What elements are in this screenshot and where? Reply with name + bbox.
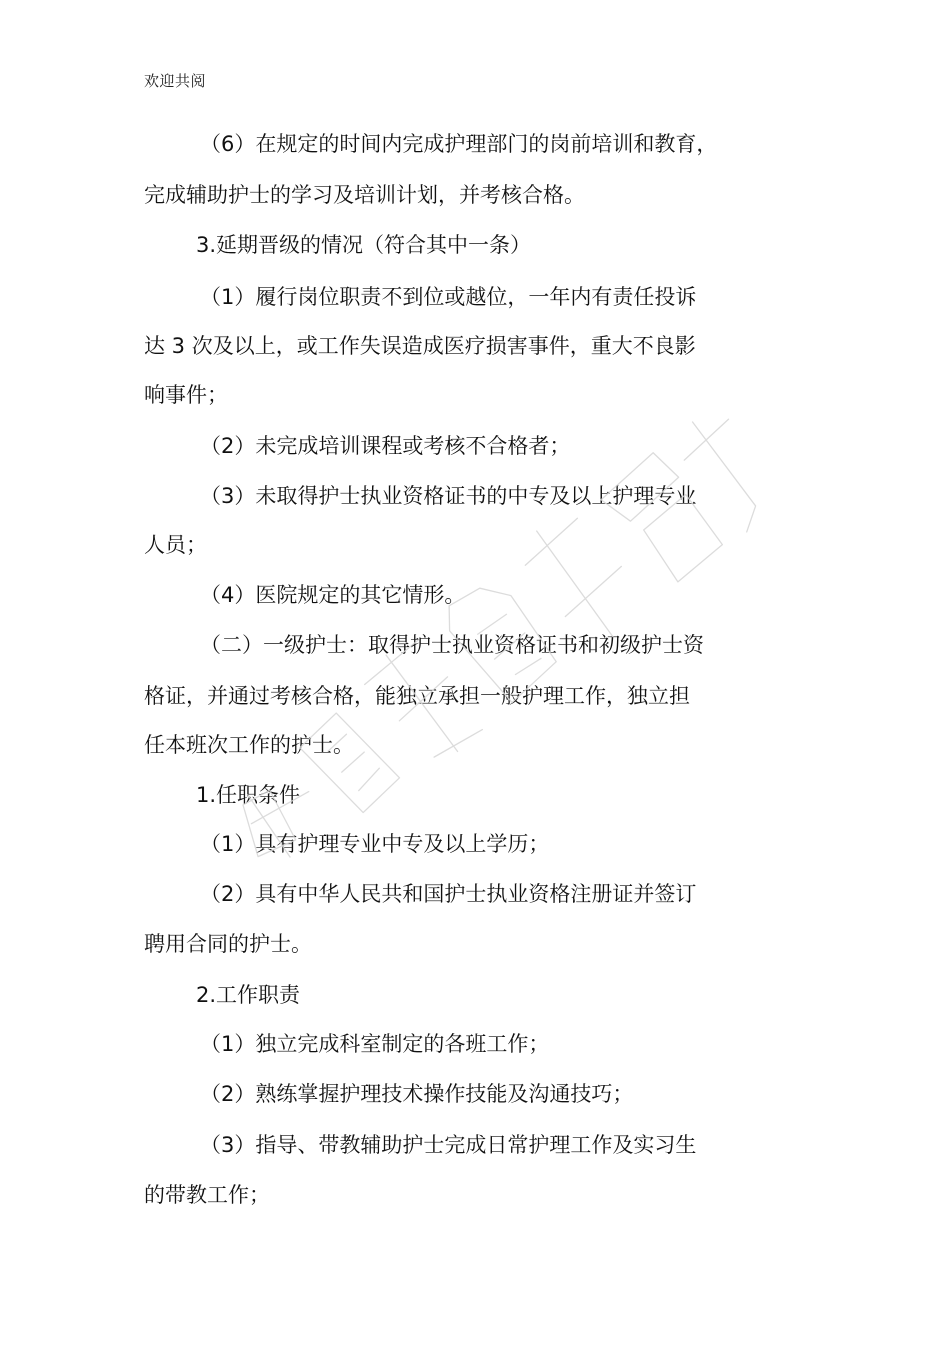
paragraph-line: （3）未取得护士执业资格证书的中专及以上护理专业 [200,484,697,508]
paragraph-line: （2）未完成培训课程或考核不合格者； [200,434,571,458]
paragraph-line: 格证，并通过考核合格，能独立承担一般护理工作，独立担 [144,684,690,708]
paragraph-line: （1）履行岗位职责不到位或越位，一年内有责任投诉 [200,285,697,309]
paragraph-line: （4）医院规定的其它情形。 [200,583,466,607]
section-heading: 3.延期晋级的情况（符合其中一条） [196,233,532,257]
paragraph-line: 任本班次工作的护士。 [144,733,354,757]
paragraph-line: 完成辅助护士的学习及培训计划，并考核合格。 [144,183,585,207]
paragraph-line: （6）在规定的时间内完成护理部门的岗前培训和教育， [200,132,718,156]
section-heading: 2.工作职责 [196,983,301,1007]
paragraph-line: 聘用合同的护士。 [144,932,312,956]
paragraph-line: （3）指导、带教辅助护士完成日常护理工作及实习生 [200,1133,697,1157]
paragraph-line: （二）一级护士：取得护士执业资格证书和初级护士资 [200,633,704,657]
paragraph-line: 达 3 次及以上，或工作失误造成医疗损害事件，重大不良影 [144,334,696,358]
paragraph-line: 的带教工作； [144,1183,270,1207]
page-header: 欢迎共阅 [144,72,207,90]
paragraph-line: （1）具有护理专业中专及以上学历； [200,832,550,856]
paragraph-line: （1）独立完成科室制定的各班工作； [200,1032,550,1056]
paragraph-line: （2）熟练掌握护理技术操作技能及沟通技巧； [200,1082,634,1106]
paragraph-line: 人员； [144,533,207,557]
section-heading: 1.任职条件 [196,783,301,807]
paragraph-line: 响事件； [144,383,228,407]
paragraph-line: （2）具有中华人民共和国护士执业资格注册证并签订 [200,882,697,906]
